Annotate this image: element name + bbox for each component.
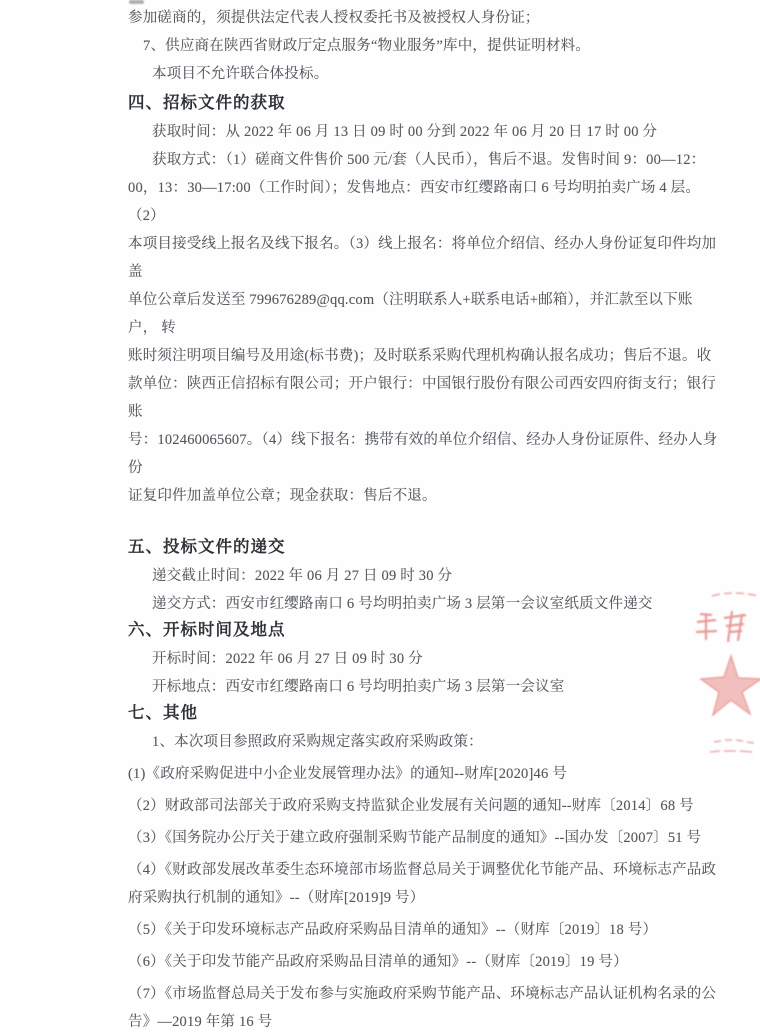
document-line: 7、供应商在陕西省财政厅定点服务“物业服务”库中，提供证明材料。: [143, 38, 591, 54]
document-line: 单位公章后发送至 799676289@qq.com（注明联系人+联系电话+邮箱），并汇款至以下账户， 转: [128, 292, 693, 336]
document-line: 1、本次项目参照政府采购规定落实政府采购政策：: [152, 734, 483, 750]
document-line: 获取方式：（1）磋商文件售价 500 元/套（人民币），售后不退。发售时间 9：00—12：: [152, 152, 706, 168]
document-line: 递交截止时间：2022 年 06 月 27 日 09 时 30 分: [152, 568, 453, 584]
section-heading: 七、其他: [128, 704, 198, 722]
section-heading: 六、开标时间及地点: [128, 621, 286, 639]
section-heading: 五、投标文件的递交: [128, 538, 286, 556]
document-line: 本项目接受线上报名及线下报名。（3）线上报名：将单位介绍信、经办人身份证复印件均加盖: [128, 236, 717, 280]
document-line: （2）财政部司法部关于政府采购支持监狱企业发展有关问题的通知--财库〔2014〕68 号: [128, 798, 694, 814]
document-line: 府采购执行机制的通知》--（财库[2019]9 号）: [128, 890, 425, 906]
document-line: 款单位：陕西正信招标有限公司；开户银行：中国银行股份有限公司西安四府街支行；银行账: [128, 376, 716, 420]
document-line: （7）《市场监督总局关于发布参与实施政府采购节能产品、环境标志产品认证机构名录的公: [128, 986, 717, 1002]
document-line: 00，13：30—17:00（工作时间）；发售地点：西安市红缨路南口 6 号均明拍卖广场 4 层。（2）: [128, 180, 701, 224]
document-line: （4）《财政部发展改革委生态环境部市场监督总局关于调整优化节能产品、环境标志产品政: [128, 862, 717, 878]
document-line: 获取时间：从 2022 年 06 月 13 日 09 时 00 分到 2022 年 06 月 20 日 17 时 00 分: [152, 124, 658, 140]
document-lines: [128, 4, 718, 1036]
document-line: （6）《关于印发节能产品政府采购品目清单的通知》--（财库〔2019〕19 号）: [128, 954, 628, 970]
document-line: （5）《关于印发环境标志产品政府采购品目清单的通知》--（财库〔2019〕18 号）: [128, 922, 658, 938]
document-line: 账时须注明项目编号及用途(标书费)；及时联系采购代理机构确认报名成功；售后不退。收: [128, 348, 712, 364]
document-line: 证复印件加盖单位公章；现金获取：售后不退。: [128, 488, 437, 504]
document-line: 递交方式：西安市红缨路南口 6 号均明拍卖广场 3 层第一会议室纸质文件递交: [152, 596, 653, 612]
document-line: 本项目不允许联合体投标。: [152, 66, 329, 82]
document-line: 参加磋商的，须提供法定代表人授权委托书及被授权人身份证；: [128, 10, 540, 26]
document-line: 开标时间：2022 年 06 月 27 日 09 时 30 分: [152, 651, 423, 667]
document-line: （3）《国务院办公厅关于建立政府强制采购节能产品制度的通知》--国办发〔2007〕51 号: [128, 830, 702, 846]
document-line: 号：102460065607。（4）线下报名：携带有效的单位介绍信、经办人身份证原件、经办人身份: [128, 432, 718, 476]
document-line: (1)《政府采购促进中小企业发展管理办法》的通知--财库[2020]46 号: [128, 766, 567, 782]
section-heading: 四、招标文件的获取: [128, 94, 286, 112]
document-line: 开标地点：西安市红缨路南口 6 号均明拍卖广场 3 层第一会议室: [152, 679, 565, 695]
document-line: 告》—2019 年第 16 号: [128, 1014, 273, 1030]
